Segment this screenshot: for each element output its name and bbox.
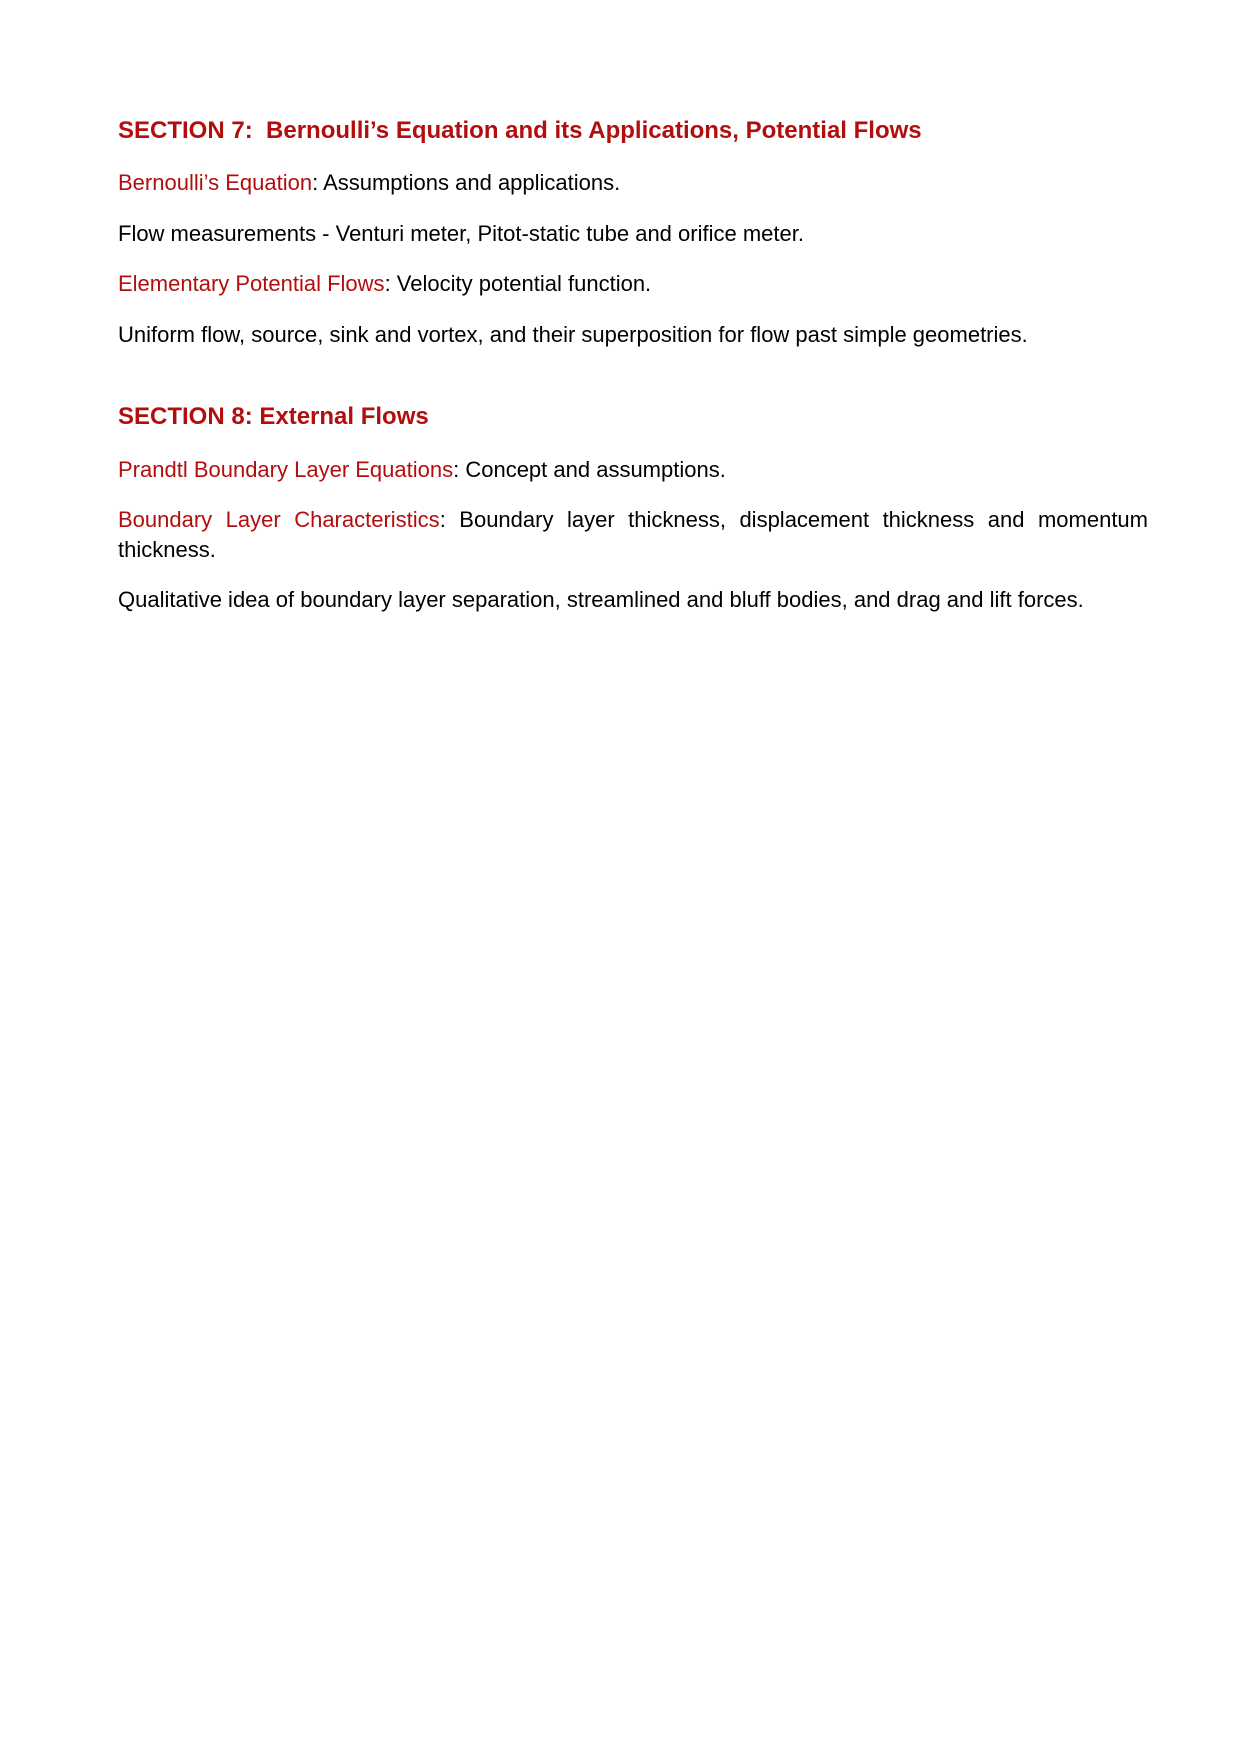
term-bernoullis-equation: Bernoulli’s Equation bbox=[118, 170, 313, 195]
section-7-paragraph-2 bbox=[118, 219, 1148, 249]
section-7-paragraph-4 bbox=[118, 320, 1148, 350]
paragraph-text: : Boundary layer thickness, displacement thickness and momentum thickness. bbox=[118, 507, 1148, 562]
term-elementary-potential-flows: Elementary Potential Flows bbox=[118, 271, 385, 296]
section-7-paragraph-1 bbox=[118, 168, 1148, 198]
paragraph-text: : Assumptions and applications. bbox=[312, 170, 621, 195]
term-boundary-layer-characteristics: Boundary Layer Characteristics bbox=[118, 507, 440, 532]
section-7 bbox=[118, 116, 1148, 146]
section-8 bbox=[118, 402, 1148, 432]
section-8-paragraph-3 bbox=[118, 585, 1148, 615]
section-7-heading: SECTION 7: Bernoulli’s Equation and its Applications, Potential Flows bbox=[118, 117, 922, 144]
paragraph-text: Uniform flow, source, sink and vortex, and their superposition for flow past simple geometries. bbox=[118, 322, 1028, 347]
section-8-heading: SECTION 8: External Flows bbox=[118, 403, 429, 430]
section-8-paragraph-1 bbox=[118, 455, 1148, 485]
paragraph-text: : Velocity potential function. bbox=[384, 271, 652, 296]
paragraph-text: Flow measurements - Venturi meter, Pitot-static tube and orifice meter. bbox=[118, 221, 804, 246]
paragraph-text: Qualitative idea of boundary layer separation, streamlined and bluff bodies, and drag and lift forces. bbox=[118, 587, 1084, 612]
term-prandtl-boundary-layer-equations: Prandtl Boundary Layer Equations bbox=[118, 457, 454, 482]
section-7-paragraph-3 bbox=[118, 269, 1148, 299]
paragraph-text: : Concept and assumptions. bbox=[453, 457, 726, 482]
section-8-paragraph-2 bbox=[118, 505, 1148, 565]
